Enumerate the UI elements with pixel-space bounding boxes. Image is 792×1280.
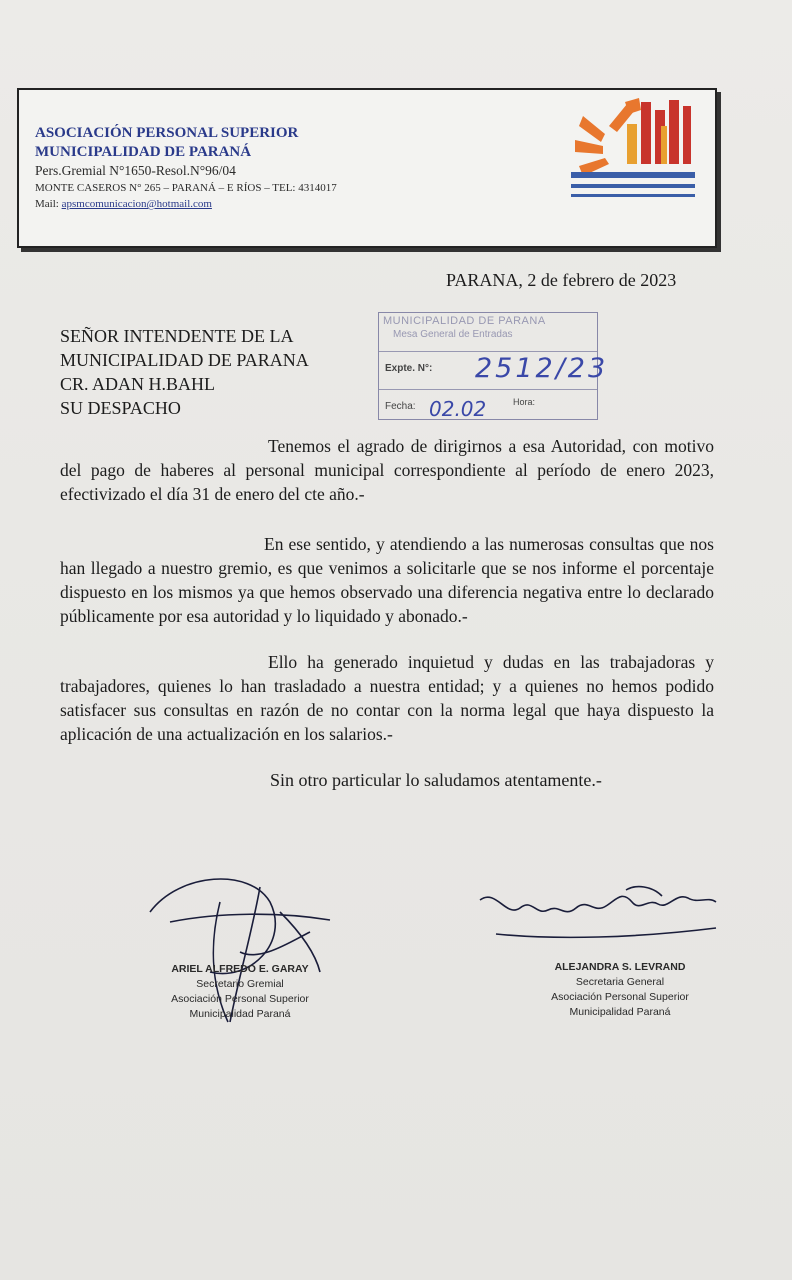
signer-left-role: Secretario Gremial — [196, 978, 284, 990]
addressee-line1: SEÑOR INTENDENTE DE LA — [60, 326, 294, 346]
paragraph-1: Tenemos el agrado de dirigirnos a esa Autoridad, con motivo del pago de haberes al personal municipal correspondiente al período de enero 2023, efectivizado el día 31 de enero del cte año.- — [60, 436, 714, 504]
signer-left-org2: Municipalidad Paraná — [189, 1008, 291, 1020]
org-mail — [35, 196, 337, 212]
association-logo — [569, 96, 699, 206]
signer-left-name: ARIEL ALFREDO E. GARAY — [171, 963, 309, 975]
stamp-expte-value: 2512/23 — [475, 353, 609, 384]
org-address: MONTE CASEROS N° 265 – PARANÁ – E RÍOS – TEL: 4314017 — [35, 182, 337, 194]
stamp-hora-label: Hora: — [513, 397, 536, 407]
reception-stamp — [378, 312, 609, 421]
signature-left — [150, 962, 330, 1022]
signer-left-org1: Asociación Personal Superior — [171, 993, 309, 1005]
stamp-fecha-label: Fecha: — [385, 401, 416, 412]
addressee-line4: SU DESPACHO — [60, 398, 181, 418]
org-name-line1: ASOCIACIÓN PERSONAL SUPERIOR — [35, 125, 299, 141]
stamp-divider-2 — [379, 389, 597, 390]
mail-link[interactable]: apsmcomunicacion@hotmail.com — [61, 198, 212, 210]
signer-right-org1: Asociación Personal Superior — [551, 991, 689, 1003]
paragraph-2: En ese sentido, y atendiendo a las numerosas consultas que nos han llegado a nuestro gremio, es que venimos a solicitarle que se nos informe el porcentaje dispuesto en los mismos ya que hemos observado una diferencia negativa entre lo declarado públicamente por esa autoridad y lo liquidado y abonado.- — [60, 534, 714, 626]
addressee-line3: CR. ADAN H.BAHL — [60, 374, 216, 394]
stamp-expte-label: Expte. N°: — [385, 363, 433, 374]
signature-scribble-right — [476, 878, 726, 950]
signer-right-role: Secretaria General — [575, 976, 665, 988]
mail-label: Mail: — [35, 198, 59, 210]
addressee-block — [60, 324, 309, 420]
org-name-line2: MUNICIPALIDAD DE PARANÁ — [35, 144, 252, 160]
signer-right-name: ALEJANDRA S. LEVRAND — [554, 961, 686, 973]
stamp-title: MUNICIPALIDAD DE PARANA — [383, 315, 546, 327]
closing-line: Sin otro particular lo saludamos atentamente.- — [270, 770, 602, 790]
org-registration: Pers.Gremial N°1650-Resol.N°96/04 — [35, 163, 236, 178]
signer-right-org2: Municipalidad Paraná — [569, 1006, 671, 1018]
stamp-subtitle: Mesa General de Entradas — [393, 329, 513, 340]
signature-right — [530, 960, 710, 1020]
letter-date: PARANA, 2 de febrero de 2023 — [446, 270, 677, 290]
addressee-line2: MUNICIPALIDAD DE PARANA — [60, 350, 309, 370]
stamp-fecha-value: 02.02 — [429, 397, 487, 421]
org-block — [35, 124, 337, 212]
stamp-divider — [379, 351, 597, 352]
letterhead — [17, 88, 717, 248]
paragraph-3: Ello ha generado inquietud y dudas en las trabajadoras y trabajadores, quienes lo han trasladado a nuestra entidad; y a quienes no hemos podido satisfacer sus consultas en razón de no contar con la norma legal que haya dispuesto la aplicación de una actualización en los salarios.- — [60, 652, 714, 744]
